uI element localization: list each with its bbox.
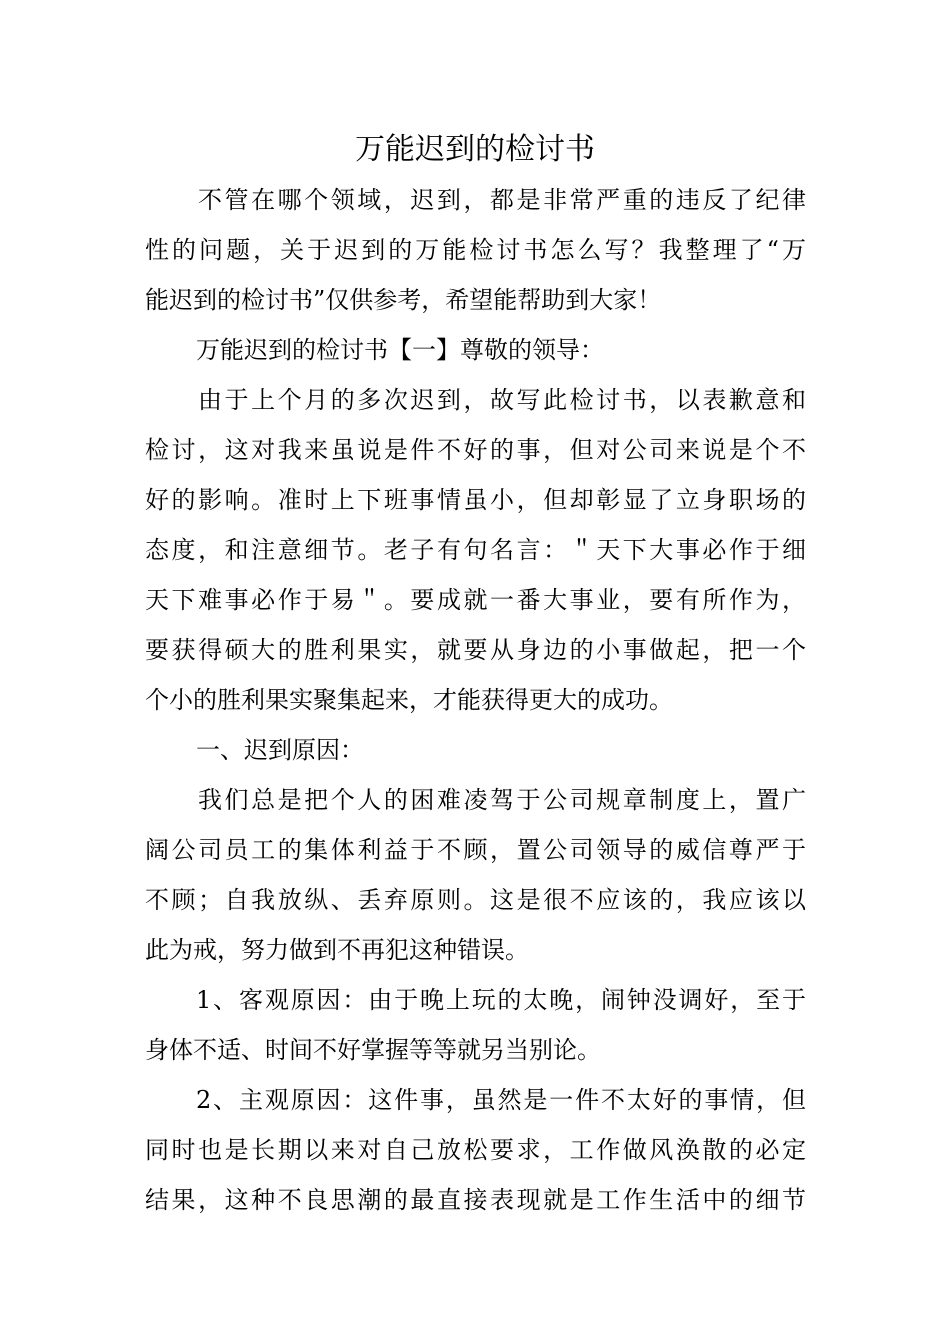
paragraph-line: 身体不适、时间不好掌握等等就另当别论。 bbox=[145, 1036, 601, 1064]
paragraph-line: 天下难事必作于易＂。要成就一番大事业，要有所作为， bbox=[145, 586, 806, 614]
paragraph-line: 结果，这种不良思潮的最直接表现就是工作生活中的细节 bbox=[145, 1186, 806, 1214]
section-heading: 一、迟到原因： bbox=[196, 736, 364, 764]
paragraph-line: 检讨，这对我来虽说是件不好的事，但对公司来说是个不 bbox=[145, 436, 806, 464]
document-title: 万能迟到的检讨书 bbox=[355, 132, 595, 167]
paragraph-line: 阔公司员工的集体利益于不顾，置公司领导的威信尊严于 bbox=[145, 836, 806, 864]
paragraph-line: 由于上个月的多次迟到，故写此检讨书，以表歉意和 bbox=[198, 386, 806, 414]
paragraph-line: 我们总是把个人的困难凌驾于公司规章制度上，置广 bbox=[198, 786, 806, 814]
paragraph-line: 要获得硕大的胜利果实，就要从身边的小事做起，把一个 bbox=[145, 636, 806, 664]
paragraph-line: 性的问题，关于迟到的万能检讨书怎么写？我整理了“万 bbox=[145, 236, 806, 264]
paragraph-line: 不管在哪个领域，迟到，都是非常严重的违反了纪律 bbox=[198, 186, 806, 214]
paragraph-line: 不顾；自我放纵、丢弃原则。这是很不应该的，我应该以 bbox=[145, 886, 806, 914]
paragraph-line: 个小的胜利果实聚集起来，才能获得更大的成功。 bbox=[145, 686, 673, 714]
paragraph-line: 好的影响。准时上下班事情虽小，但却彰显了立身职场的 bbox=[145, 486, 806, 514]
paragraph-line: 2、主观原因：这件事，虽然是一件不太好的事情，但 bbox=[196, 1086, 806, 1114]
paragraph-line: 此为戒，努力做到不再犯这种错误。 bbox=[145, 936, 529, 964]
paragraph-line: 万能迟到的检讨书【一】尊敬的领导： bbox=[196, 336, 604, 364]
paragraph-line: 能迟到的检讨书”仅供参考，希望能帮助到大家！ bbox=[145, 286, 662, 314]
paragraph-line: 1、客观原因：由于晚上玩的太晚，闹钟没调好，至于 bbox=[196, 986, 806, 1014]
paragraph-line: 同时也是长期以来对自己放松要求，工作做风涣散的必定 bbox=[145, 1136, 806, 1164]
paragraph-line: 态度，和注意细节。老子有句名言：＂天下大事必作于细 bbox=[145, 536, 806, 564]
